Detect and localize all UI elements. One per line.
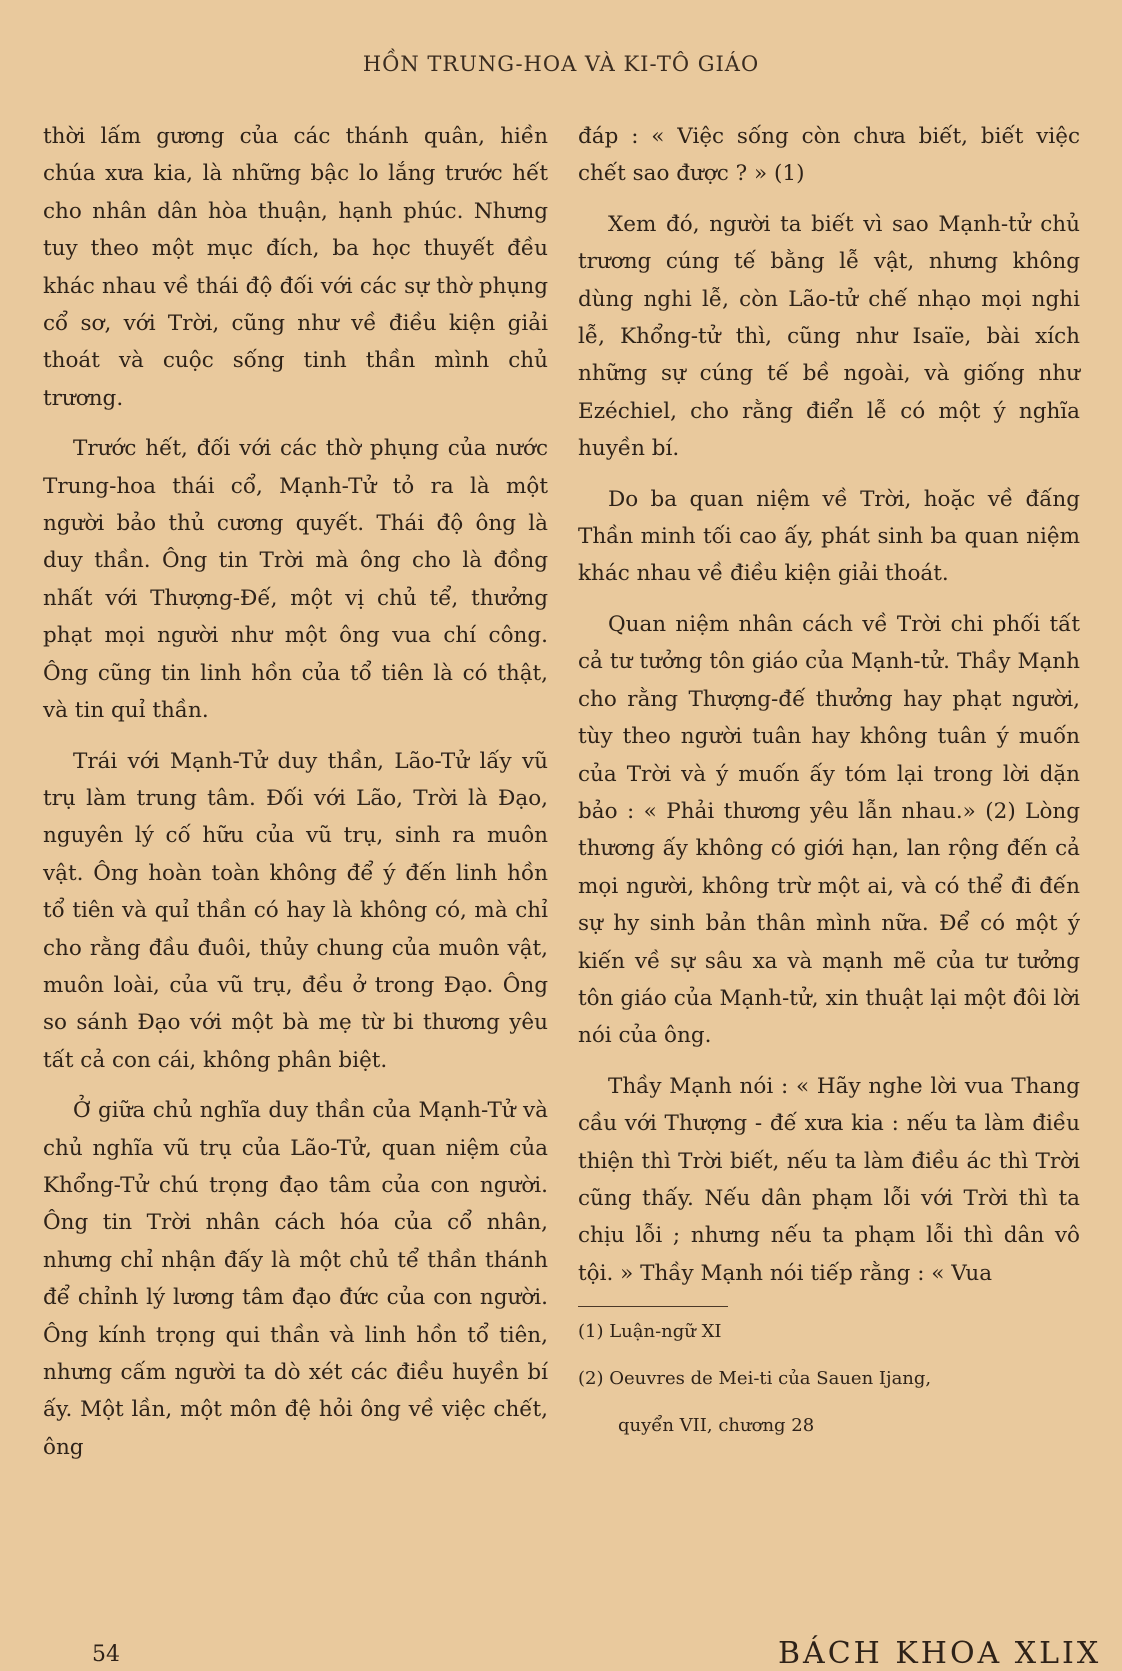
right-column	[578, 118, 1080, 1456]
paragraph: đáp : « Việc sống còn chưa biết, biết việc chết sao được ? » (1)	[578, 124, 1080, 187]
paragraph: Xem đó, người ta biết vì sao Mạnh-tử chủ trương cúng tế bằng lễ vật, nhưng không dùng nghi lễ, còn Lão-tử chế nhạo mọi nghi lễ, Khổng-tử thì, cũng như Isaïe, bài xích những sự cúng tế bề ngoài, và giống như Ezéchiel, cho rằng điển lễ có một ý nghĩa huyền bí.	[578, 211, 1080, 462]
left-column	[43, 118, 548, 1479]
footnote: (2) Oeuvres de Mei-ti của Sauen Ijang,	[578, 1368, 932, 1390]
footnote-divider	[578, 1306, 728, 1307]
paragraph: thời lấm gương của các thánh quân, hiền chúa xưa kia, là những bậc lo lắng trước hết cho nhân dân hòa thuận, hạnh phúc. Nhưng tuy theo một mục đích, ba học thuyết đều khác nhau về thái độ đối với các sự thờ phụng cổ sơ, với Trời, cũng như về điều kiện giải thoát và cuộc sống tinh thần mình chủ trương.	[43, 124, 548, 411]
footnote: (1) Luận-ngữ XI	[578, 1321, 722, 1343]
publication-title: BÁCH KHOA XLIX	[778, 1636, 1102, 1671]
paragraph: Thầy Mạnh nói : « Hãy nghe lời vua Thang cầu với Thượng - đế xưa kia : nếu ta làm điều thiện thì Trời biết, nếu ta làm điều ác thì Trời cũng thấy. Nếu dân phạm lỗi với Trời thì ta chịu lỗi ; nhưng nếu ta phạm lỗi thì dân vô tội. » Thầy Mạnh nói tiếp rằng : « Vua	[578, 1073, 1080, 1286]
paragraph: Quan niệm nhân cách về Trời chi phối tất cả tư tưởng tôn giáo của Mạnh-tử. Thầy Mạnh cho rằng Thượng-đế thưởng hay phạt người, tùy theo người tuân hay không tuân ý muốn của Trời và ý muốn ấy tóm lại trong lời dặn bảo : « Phải thương yêu lẫn nhau.» (2) Lòng thương ấy không có giới hạn, lan rộng đến cả mọi người, không trừ một ai, và có thể đi đến sự hy sinh bản thân mình nữa. Để có một ý kiến về sự sâu xa và mạnh mẽ của tư tưởng tôn giáo của Mạnh-tử, xin thuật lại một đôi lời nói của ông.	[578, 611, 1080, 1049]
page-number: 54	[92, 1642, 120, 1667]
footnote-continuation: quyển VII, chương 28	[618, 1415, 815, 1437]
paragraph: Trái với Mạnh-Tử duy thần, Lão-Tử lấy vũ trụ làm trung tâm. Đối với Lão, Trời là Đạo, nguyên lý cố hữu của vũ trụ, sinh ra muôn vật. Ông hoàn toàn không để ý đến linh hồn tổ tiên và quỉ thần có hay là không có, mà chỉ cho rằng đầu đuôi, thủy chung của muôn vật, muôn loài, của vũ trụ, đều ở trong Đạo. Ông so sánh Đạo với một bà mẹ từ bi thương yêu tất cả con cái, không phân biệt.	[43, 748, 548, 1073]
paragraph: Do ba quan niệm về Trời, hoặc về đấng Thần minh tối cao ấy, phát sinh ba quan niệm khác nhau về điều kiện giải thoát.	[578, 486, 1080, 587]
paragraph: Ở giữa chủ nghĩa duy thần của Mạnh-Tử và chủ nghĩa vũ trụ của Lão-Tử, quan niệm của Khổng-Tử chú trọng đạo tâm của con người. Ông tin Trời nhân cách hóa của cổ nhân, nhưng chỉ nhận đấy là một chủ tể thần thánh để chỉnh lý lương tâm đạo đức của con người. Ông kính trọng qui thần và linh hồn tổ tiên, nhưng cấm người ta dò xét các điều huyền bí ấy. Một lần, một môn đệ hỏi ông về việc chết, ông	[43, 1098, 548, 1460]
paragraph: Trước hết, đối với các thờ phụng của nước Trung-hoa thái cổ, Mạnh-Tử tỏ ra là một người bảo thủ cương quyết. Thái độ ông là duy thần. Ông tin Trời mà ông cho là đồng nhất với Thượng-Đế, một vị chủ tể, thưởng phạt mọi người như một ông vua chí công. Ông cũng tin linh hồn của tổ tiên là có thật, và tin quỉ thần.	[43, 436, 548, 724]
running-title: HỒN TRUNG-HOA VÀ KI-TÔ GIÁO	[362, 52, 760, 76]
